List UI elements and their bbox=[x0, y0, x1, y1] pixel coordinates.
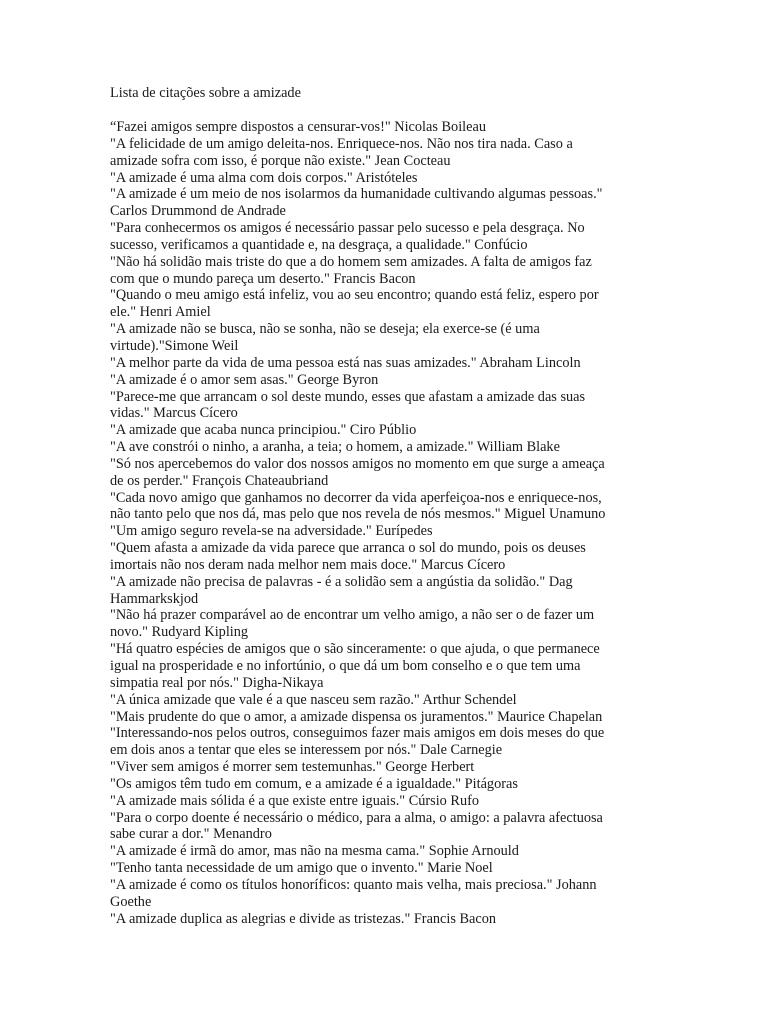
quote-line: "Parece-me que arrancam o sol deste mundo, esses que afastam a amizade das suas bbox=[110, 388, 586, 405]
quote-line: simpatia real por nós." Digha-Nikaya bbox=[110, 674, 324, 691]
quote-line: "Não há prazer comparável ao de encontrar um velho amigo, a não ser o de fazer um bbox=[110, 607, 595, 624]
quote-line: "Há quatro espécies de amigos que o são sinceramente: o que ajuda, o que permanece bbox=[110, 641, 600, 658]
quote-item bbox=[110, 709, 605, 726]
quote-item bbox=[110, 759, 605, 776]
quote-line: "Mais prudente do que o amor, a amizade dispensa os juramentos." Maurice Chapelan bbox=[110, 708, 603, 725]
quote-line: "Só nos apercebemos do valor dos nossos amigos no momento em que surge a ameaça bbox=[110, 455, 605, 472]
quote-line: "A amizade que acaba nunca principiou." Ciro Públio bbox=[110, 422, 417, 439]
quote-line: vidas." Marcus Cícero bbox=[110, 405, 238, 422]
quote-line: Goethe bbox=[110, 893, 152, 910]
quote-line: Carlos Drummond de Andrade bbox=[110, 203, 286, 220]
quote-line: amizade sofra com isso, é porque não existe." Jean Cocteau bbox=[110, 152, 451, 169]
quote-line: "A amizade é uma alma com dois corpos." Aristóteles bbox=[110, 169, 418, 186]
quote-item bbox=[110, 439, 605, 456]
quote-line: "Interessando-nos pelos outros, conseguimos fazer mais amigos em dois meses do que bbox=[110, 725, 605, 742]
quote-line: não tanto pelo que nos dá, mas pelo que nos revela de nós mesmos." Miguel Unamuno bbox=[110, 506, 606, 523]
quote-line: com que o mundo pareça um deserto." Francis Bacon bbox=[110, 270, 416, 287]
quote-item bbox=[110, 607, 605, 641]
quote-line: "Viver sem amigos é morrer sem testemunhas." George Herbert bbox=[110, 759, 475, 776]
quote-item bbox=[110, 843, 605, 860]
quote-line: "Quem afasta a amizade da vida parece que arranca o sol do mundo, pois os deuses bbox=[110, 540, 586, 557]
quote-line: "A amizade não precisa de palavras - é a solidão sem a angústia da solidão." Dag bbox=[110, 573, 573, 590]
quote-item bbox=[110, 389, 605, 423]
quote-item bbox=[110, 372, 605, 389]
quote-item bbox=[110, 523, 605, 540]
quote-line: igual na prosperidade e no infortúnio, o que dá um bom conselho e o que tem uma bbox=[110, 658, 581, 674]
quote-line: "Um amigo seguro revela-se na adversidade." Eurípedes bbox=[110, 523, 433, 540]
quote-line: "A melhor parte da vida de uma pessoa está nas suas amizades." Abraham Lincoln bbox=[110, 354, 581, 371]
quote-line: "Tenho tanta necessidade de um amigo que o invento." Marie Noel bbox=[110, 860, 493, 877]
quote-item bbox=[110, 574, 605, 608]
quote-item bbox=[110, 725, 605, 759]
quote-line: "Os amigos têm tudo em comum, e a amizade é a igualdade." Pitágoras bbox=[110, 775, 518, 792]
quote-item bbox=[110, 119, 605, 136]
quote-line: "Não há solidão mais triste do que a do homem sem amizades. A falta de amigos faz bbox=[110, 253, 592, 270]
quote-item bbox=[110, 186, 605, 220]
quote-line: "A felicidade de um amigo deleita-nos. Enriquece-nos. Não nos tira nada. Caso a bbox=[110, 135, 573, 152]
quote-line: sucesso, verificamos a quantidade e, na desgraça, a qualidade." Confúcio bbox=[110, 236, 528, 253]
quote-line: sabe curar a dor." Menandro bbox=[110, 826, 272, 843]
quote-line: "A amizade é irmã do amor, mas não na mesma cama." Sophie Arnould bbox=[110, 843, 519, 860]
quote-line: em dois anos a tentar que eles se interessem por nós." Dale Carnegie bbox=[110, 742, 503, 759]
quote-line: imortais não nos deram nada melhor nem mais doce." Marcus Cícero bbox=[110, 556, 506, 573]
quote-line: “Fazei amigos sempre dispostos a censurar-vos!" Nicolas Boileau bbox=[110, 119, 486, 135]
quote-line: "Para o corpo doente é necessário o médico, para a alma, o amigo: a palavra afectuosa bbox=[110, 809, 603, 826]
quote-line: novo." Rudyard Kipling bbox=[110, 624, 249, 641]
quote-item bbox=[110, 254, 605, 288]
quote-item bbox=[110, 136, 605, 170]
quote-line: ele." Henri Amiel bbox=[110, 304, 211, 321]
quote-line: "A amizade é um meio de nos isolarmos da humanidade cultivando algumas pessoas." bbox=[110, 186, 603, 203]
quote-item bbox=[110, 692, 605, 709]
quote-item bbox=[110, 490, 605, 524]
quote-item bbox=[110, 287, 605, 321]
quote-line: "A amizade mais sólida é a que existe entre iguais." Cúrsio Rufo bbox=[110, 792, 480, 809]
quote-line: Hammarkskjod bbox=[110, 590, 199, 607]
quote-item bbox=[110, 810, 605, 844]
quote-item bbox=[110, 911, 605, 928]
quote-item bbox=[110, 170, 605, 187]
quote-line: de os perder." François Chateaubriand bbox=[110, 472, 329, 489]
quote-item bbox=[110, 793, 605, 810]
quote-item bbox=[110, 776, 605, 793]
quote-list bbox=[110, 119, 605, 928]
quote-item bbox=[110, 540, 605, 574]
quote-item bbox=[110, 355, 605, 372]
quote-line: virtude)."Simone Weil bbox=[110, 337, 239, 354]
quote-item bbox=[110, 456, 605, 490]
quote-item bbox=[110, 422, 605, 439]
quote-item bbox=[110, 321, 605, 355]
quote-line: "A única amizade que vale é a que nasceu sem razão." Arthur Schendel bbox=[110, 691, 517, 708]
quote-line: "Quando o meu amigo está infeliz, vou ao seu encontro; quando está feliz, espero por bbox=[110, 287, 599, 304]
document-title: Lista de citações sobre a amizade bbox=[110, 85, 301, 101]
quote-line: "Cada novo amigo que ganhamos no decorrer da vida aperfeiçoa-nos e enriquece-nos, bbox=[110, 489, 602, 506]
quote-item bbox=[110, 860, 605, 877]
quote-line: "A amizade é como os títulos honoríficos: quanto mais velha, mais preciosa." Johann bbox=[110, 876, 597, 893]
quote-line: "Para conhecermos os amigos é necessário passar pelo sucesso e pela desgraça. No bbox=[110, 220, 585, 237]
quote-line: "A amizade não se busca, não se sonha, não se deseja; ela exerce-se (é uma bbox=[110, 321, 540, 338]
quote-item bbox=[110, 641, 605, 692]
quote-item bbox=[110, 877, 605, 911]
quote-line: "A amizade duplica as alegrias e divide as tristezas." Francis Bacon bbox=[110, 910, 497, 927]
quote-line: "A ave constrói o ninho, a aranha, a teia; o homem, a amizade." William Blake bbox=[110, 439, 560, 456]
quote-item bbox=[110, 220, 605, 254]
quote-line: "A amizade é o amor sem asas." George Byron bbox=[110, 371, 379, 388]
